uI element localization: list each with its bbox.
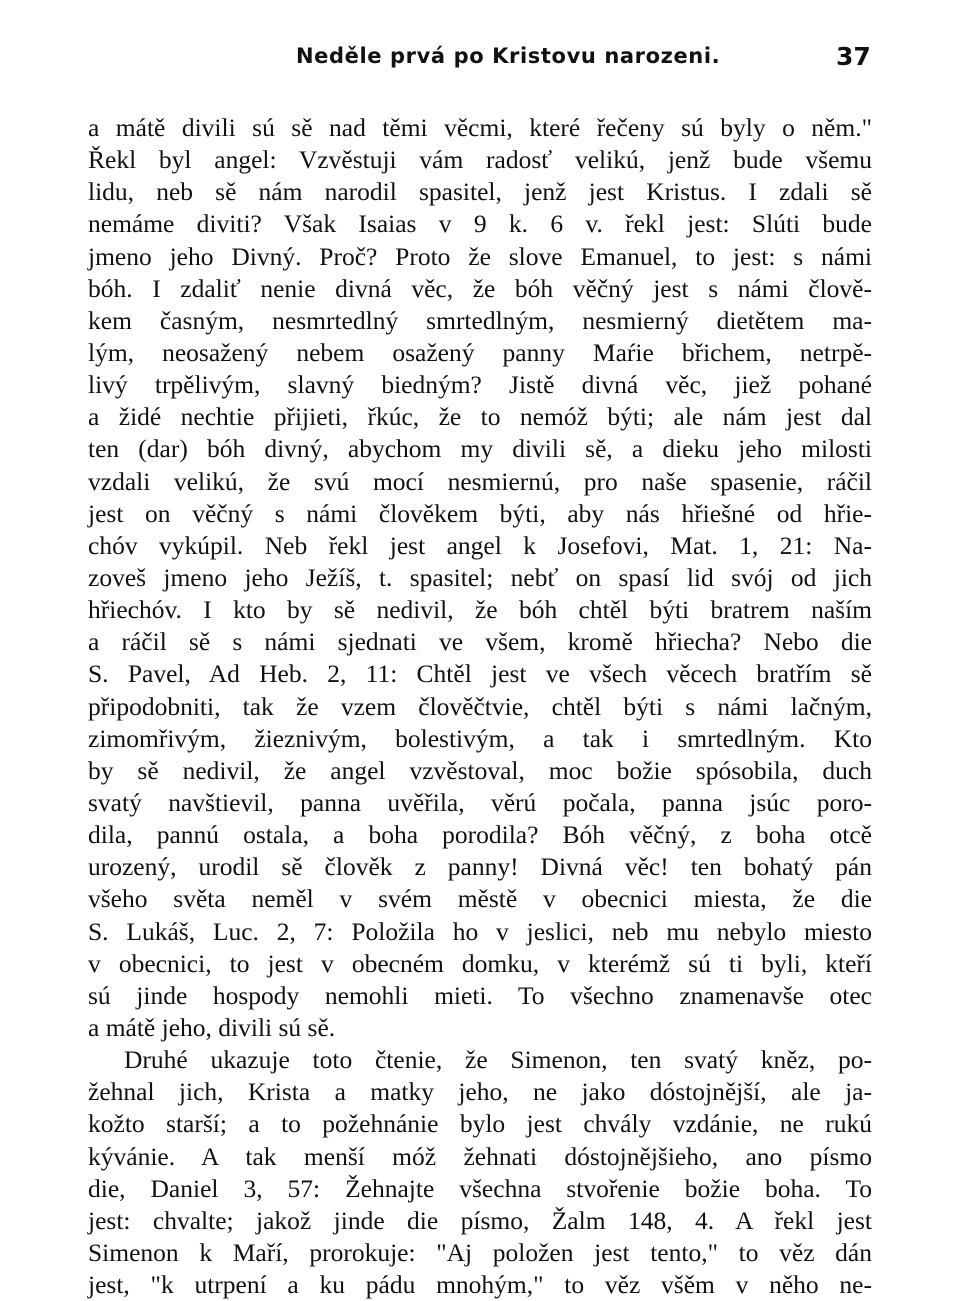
text-line: kem časným, nesmrtedlný smrtedlným, nesmierný dietětem ma- [88,305,872,335]
text-line: a židé nechtie přijieti, řkúc, že to nemóž býti; ale nám jest dal [88,402,872,432]
text-line: Druhé ukazuje toto čtenie, že Simenon, ten svatý kněz, po- [124,1045,872,1075]
text-line: lým, neosažený nebem osažený panny Maŕie břichem, netrpě- [88,337,872,367]
text-line: die, Daniel 3, 57: Žehnajte všechna stvořenie božie boha. To [88,1173,872,1203]
text-line: Simenon k Maří, prorokuje: "Aj položen jest tento," to věz dán [88,1237,872,1267]
body-text [88,112,872,1301]
text-line: Řekl byl angel: Vzvěstuji vám radosť velikú, jenž bude všemu [88,145,872,175]
running-title: Neděle prvá po Kristovu narozeni. [296,44,721,68]
page-number: 37 [836,42,871,71]
running-head [0,36,960,76]
text-line: jmeno jeho Divný. Proč? Proto že slove Emanuel, to jest: s námi [88,241,872,271]
text-line: S. Pavel, Ad Heb. 2, 11: Chtěl jest ve všech věcech bratřím sě [88,659,872,689]
text-line: livý trpělivým, slavný biedným? Jistě divná věc, jiež pohané [88,370,872,400]
text-line: lidu, neb sě nám narodil spasitel, jenž jest Kristus. I zdali sě [88,177,872,207]
text-line: vzdali velikú, že svú mocí nesmiernú, pro naše spasenie, ráčil [88,466,872,496]
text-line: dila, pannú ostala, a boha porodila? Bóh věčný, z boha otcě [88,820,872,850]
text-line: svatý navštievil, panna uvěřila, věrú počala, panna jsúc poro- [88,787,872,817]
text-line: žehnal jich, Krista a matky jeho, ne jako dóstojnější, ale ja- [88,1077,872,1107]
paragraph-2 [88,1044,872,1301]
text-line: urozený, urodil sě člověk z panny! Divná věc! ten bohatý pán [88,852,872,882]
text-line: bóh. I zdaliť nenie divná věc, že bóh věčný jest s námi člově- [88,273,872,303]
text-line: kožto starší; a to požehnánie bylo jest chvály vzdánie, ne rukú [88,1109,872,1139]
text-line: sú jinde hospody nemohli mieti. To všechno znamenavše otec [88,980,872,1010]
text-line: hřiechóv. I kto by sě nedivil, že bóh chtěl býti bratrem naším [88,595,872,625]
text-line: v obecnici, to jest v obecném domku, v kterémž sú ti byli, kteří [88,948,872,978]
text-line: zoveš jmeno jeho Ježíš, t. spasitel; nebť on spasí lid svój od jich [88,562,872,592]
text-line: ten (dar) bóh divný, abychom my divili sě, a dieku jeho milosti [88,434,872,464]
text-line: jest, "k utrpení a ku pádu mnohým," to věz všěm v něho ne- [88,1270,872,1300]
text-line: nemáme diviti? Však Isaias v 9 k. 6 v. řekl jest: Slúti bude [88,209,872,239]
text-line: jest on věčný s námi člověkem býti, aby nás hřiešné od hřie- [88,498,872,528]
text-line: a ráčil sě s námi sjednati ve všem, kromě hřiecha? Nebo die [88,627,872,657]
text-line: chóv vykúpil. Neb řekl jest angel k Josefovi, Mat. 1, 21: Na- [88,530,872,560]
text-line: a mátě jeho, divili sú sě. [88,1012,336,1042]
text-line: by sě nedivil, že angel vzvěstoval, moc božie spósobila, duch [88,755,872,785]
text-line: a mátě divili sú sě nad těmi věcmi, které řečeny sú byly o něm." [88,113,872,142]
text-line: S. Lukáš, Luc. 2, 7: Položila ho v jeslici, neb mu nebylo miesto [88,916,872,946]
text-line: zimomřivým, žieznivým, bolestivým, a tak i smrtedlným. Kto [88,723,872,753]
text-line: připodobniti, tak že vzem člověčtvie, chtěl býti s námi lačným, [88,691,872,721]
text-line: všeho světa neměl v svém městě v obecnici miesta, že die [88,884,872,914]
paragraph-1 [88,112,872,1044]
text-line: kývánie. A tak menší móž žehnati dóstojnějšieho, ano písmo [88,1141,872,1171]
text-line: jest: chvalte; jakož jinde die písmo, Žalm 148, 4. A řekl jest [88,1205,872,1235]
